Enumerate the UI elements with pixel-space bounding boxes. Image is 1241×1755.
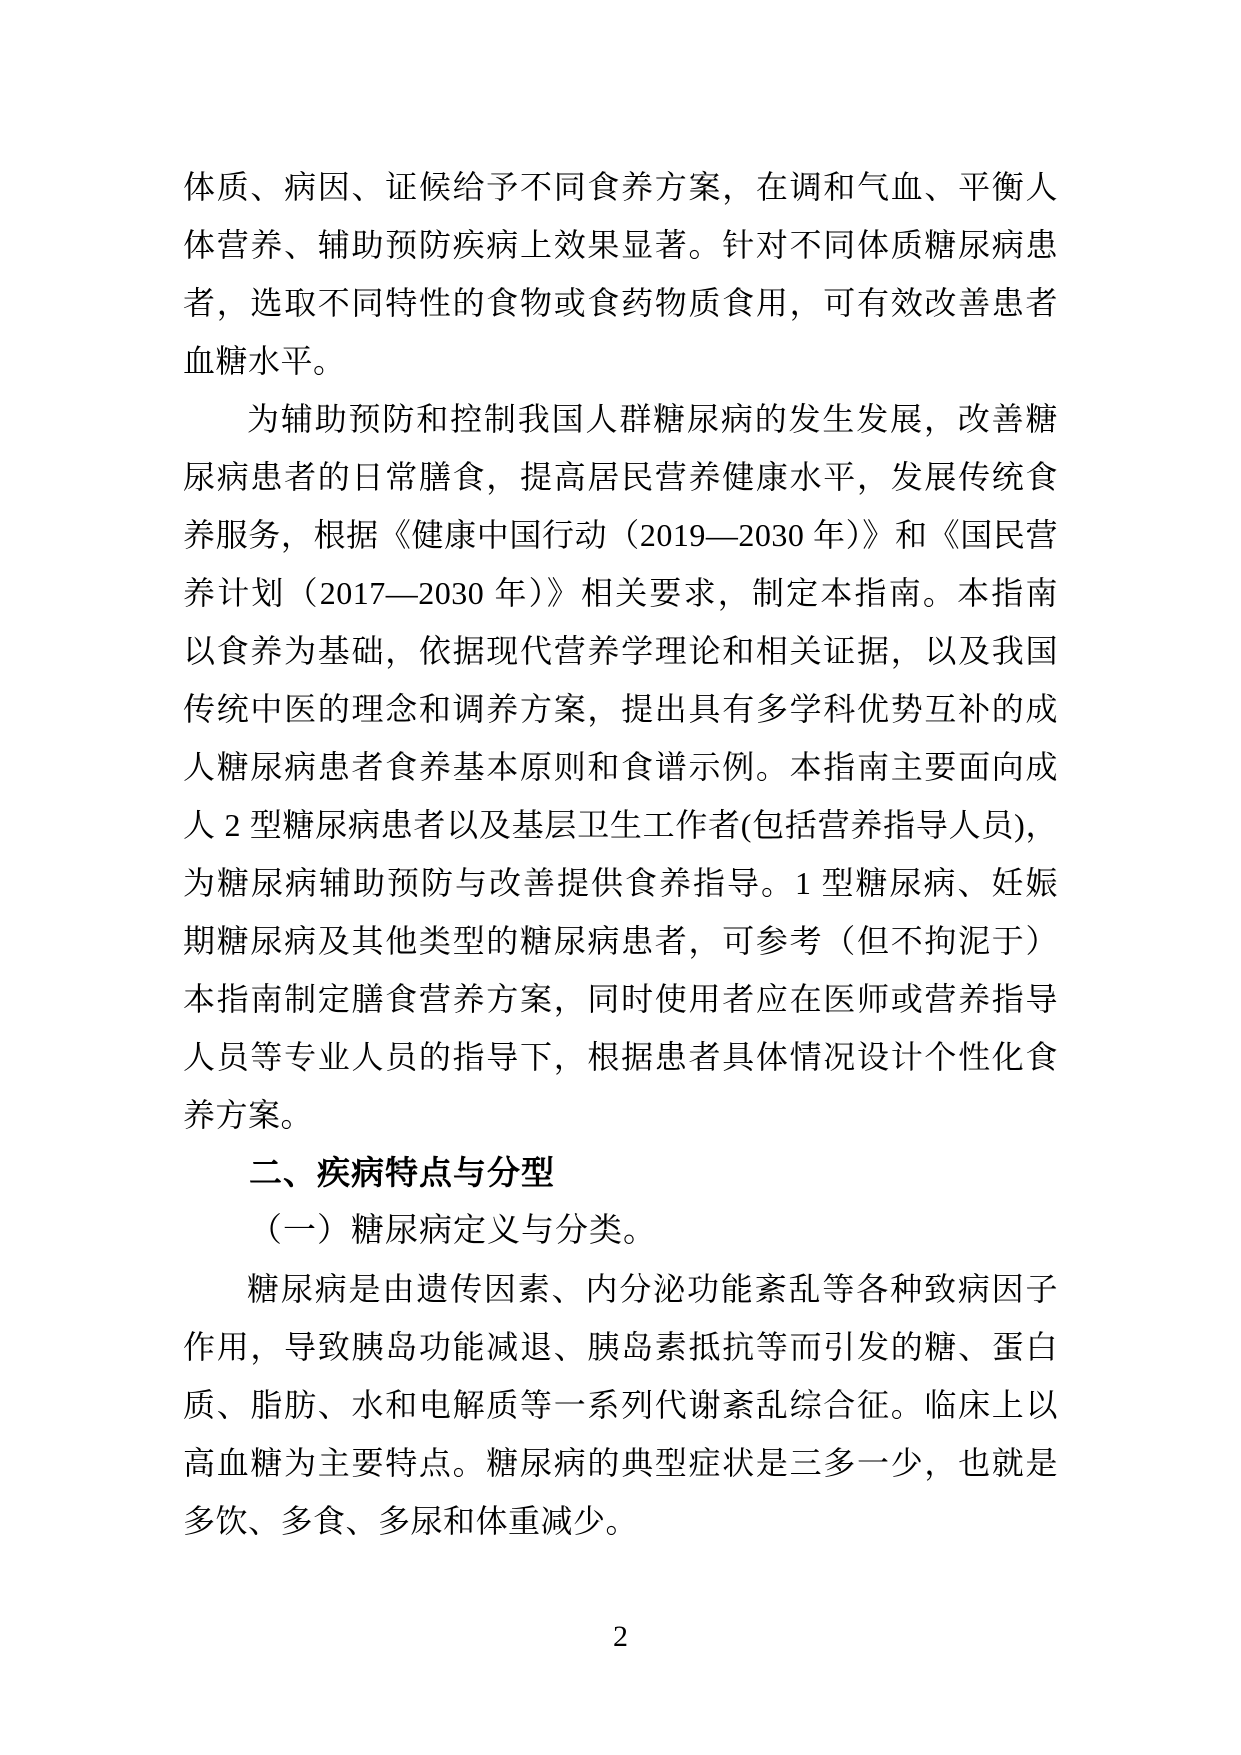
paragraph: [183, 1260, 1058, 1550]
text-line: 养方案。: [183, 1097, 314, 1133]
document-body: [183, 158, 1058, 1550]
subsection-heading: （一）糖尿病定义与分类。: [249, 1213, 657, 1249]
text-line: 多饮、多食、多尿和体重减少。: [183, 1503, 639, 1539]
text-line: 为辅助预防和控制我国人群糖尿病的发生发展，改善糖: [247, 401, 1058, 437]
section-heading: 二、疾病特点与分型: [249, 1154, 555, 1191]
text-line: 尿病患者的日常膳食，提高居民营养健康水平，发展传统食: [183, 459, 1058, 495]
text-line: 养服务，根据《健康中国行动（2019—2030 年）》和《国民营: [183, 517, 1058, 553]
text-line: 者，选取不同特性的食物或食药物质食用，可有效改善患者: [183, 285, 1058, 321]
text-line: 作用，导致胰岛功能减退、胰岛素抵抗等而引发的糖、蛋白: [183, 1329, 1058, 1365]
text-line: 传统中医的理念和调养方案，提出具有多学科优势互补的成: [183, 691, 1058, 727]
text-line: 人糖尿病患者食养基本原则和食谱示例。本指南主要面向成: [183, 749, 1058, 785]
page-footer: [0, 1608, 1241, 1666]
text-line: 体营养、辅助预防疾病上效果显著。针对不同体质糖尿病患: [183, 227, 1058, 263]
text-line: 糖尿病是由遗传因素、内分泌功能紊乱等各种致病因子: [247, 1271, 1058, 1307]
text-line: 质、脂肪、水和电解质等一系列代谢紊乱综合征。临床上以: [183, 1387, 1058, 1423]
text-line: 高血糖为主要特点。糖尿病的典型症状是三多一少，也就是: [183, 1445, 1058, 1481]
text-line: 体质、病因、证候给予不同食养方案，在调和气血、平衡人: [183, 169, 1058, 205]
text-line: 本指南制定膳食营养方案，同时使用者应在医师或营养指导: [183, 981, 1058, 1017]
text-line: 为糖尿病辅助预防与改善提供食养指导。1 型糖尿病、妊娠: [183, 865, 1058, 901]
page-number: 2: [613, 1620, 628, 1653]
text-line: 期糖尿病及其他类型的糖尿病患者，可参考（但不拘泥于）: [183, 923, 1058, 959]
text-line: 养计划（2017—2030 年）》相关要求，制定本指南。本指南: [183, 575, 1058, 611]
text-line: 人员等专业人员的指导下，根据患者具体情况设计个性化食: [183, 1039, 1058, 1075]
text-line: 以食养为基础，依据现代营养学理论和相关证据，以及我国: [183, 633, 1058, 669]
text-line: 血糖水平。: [183, 343, 346, 379]
paragraph: [183, 390, 1058, 1144]
paragraph: [183, 158, 1058, 390]
text-line: 人 2 型糖尿病患者以及基层卫生工作者(包括营养指导人员)，: [183, 807, 1058, 843]
